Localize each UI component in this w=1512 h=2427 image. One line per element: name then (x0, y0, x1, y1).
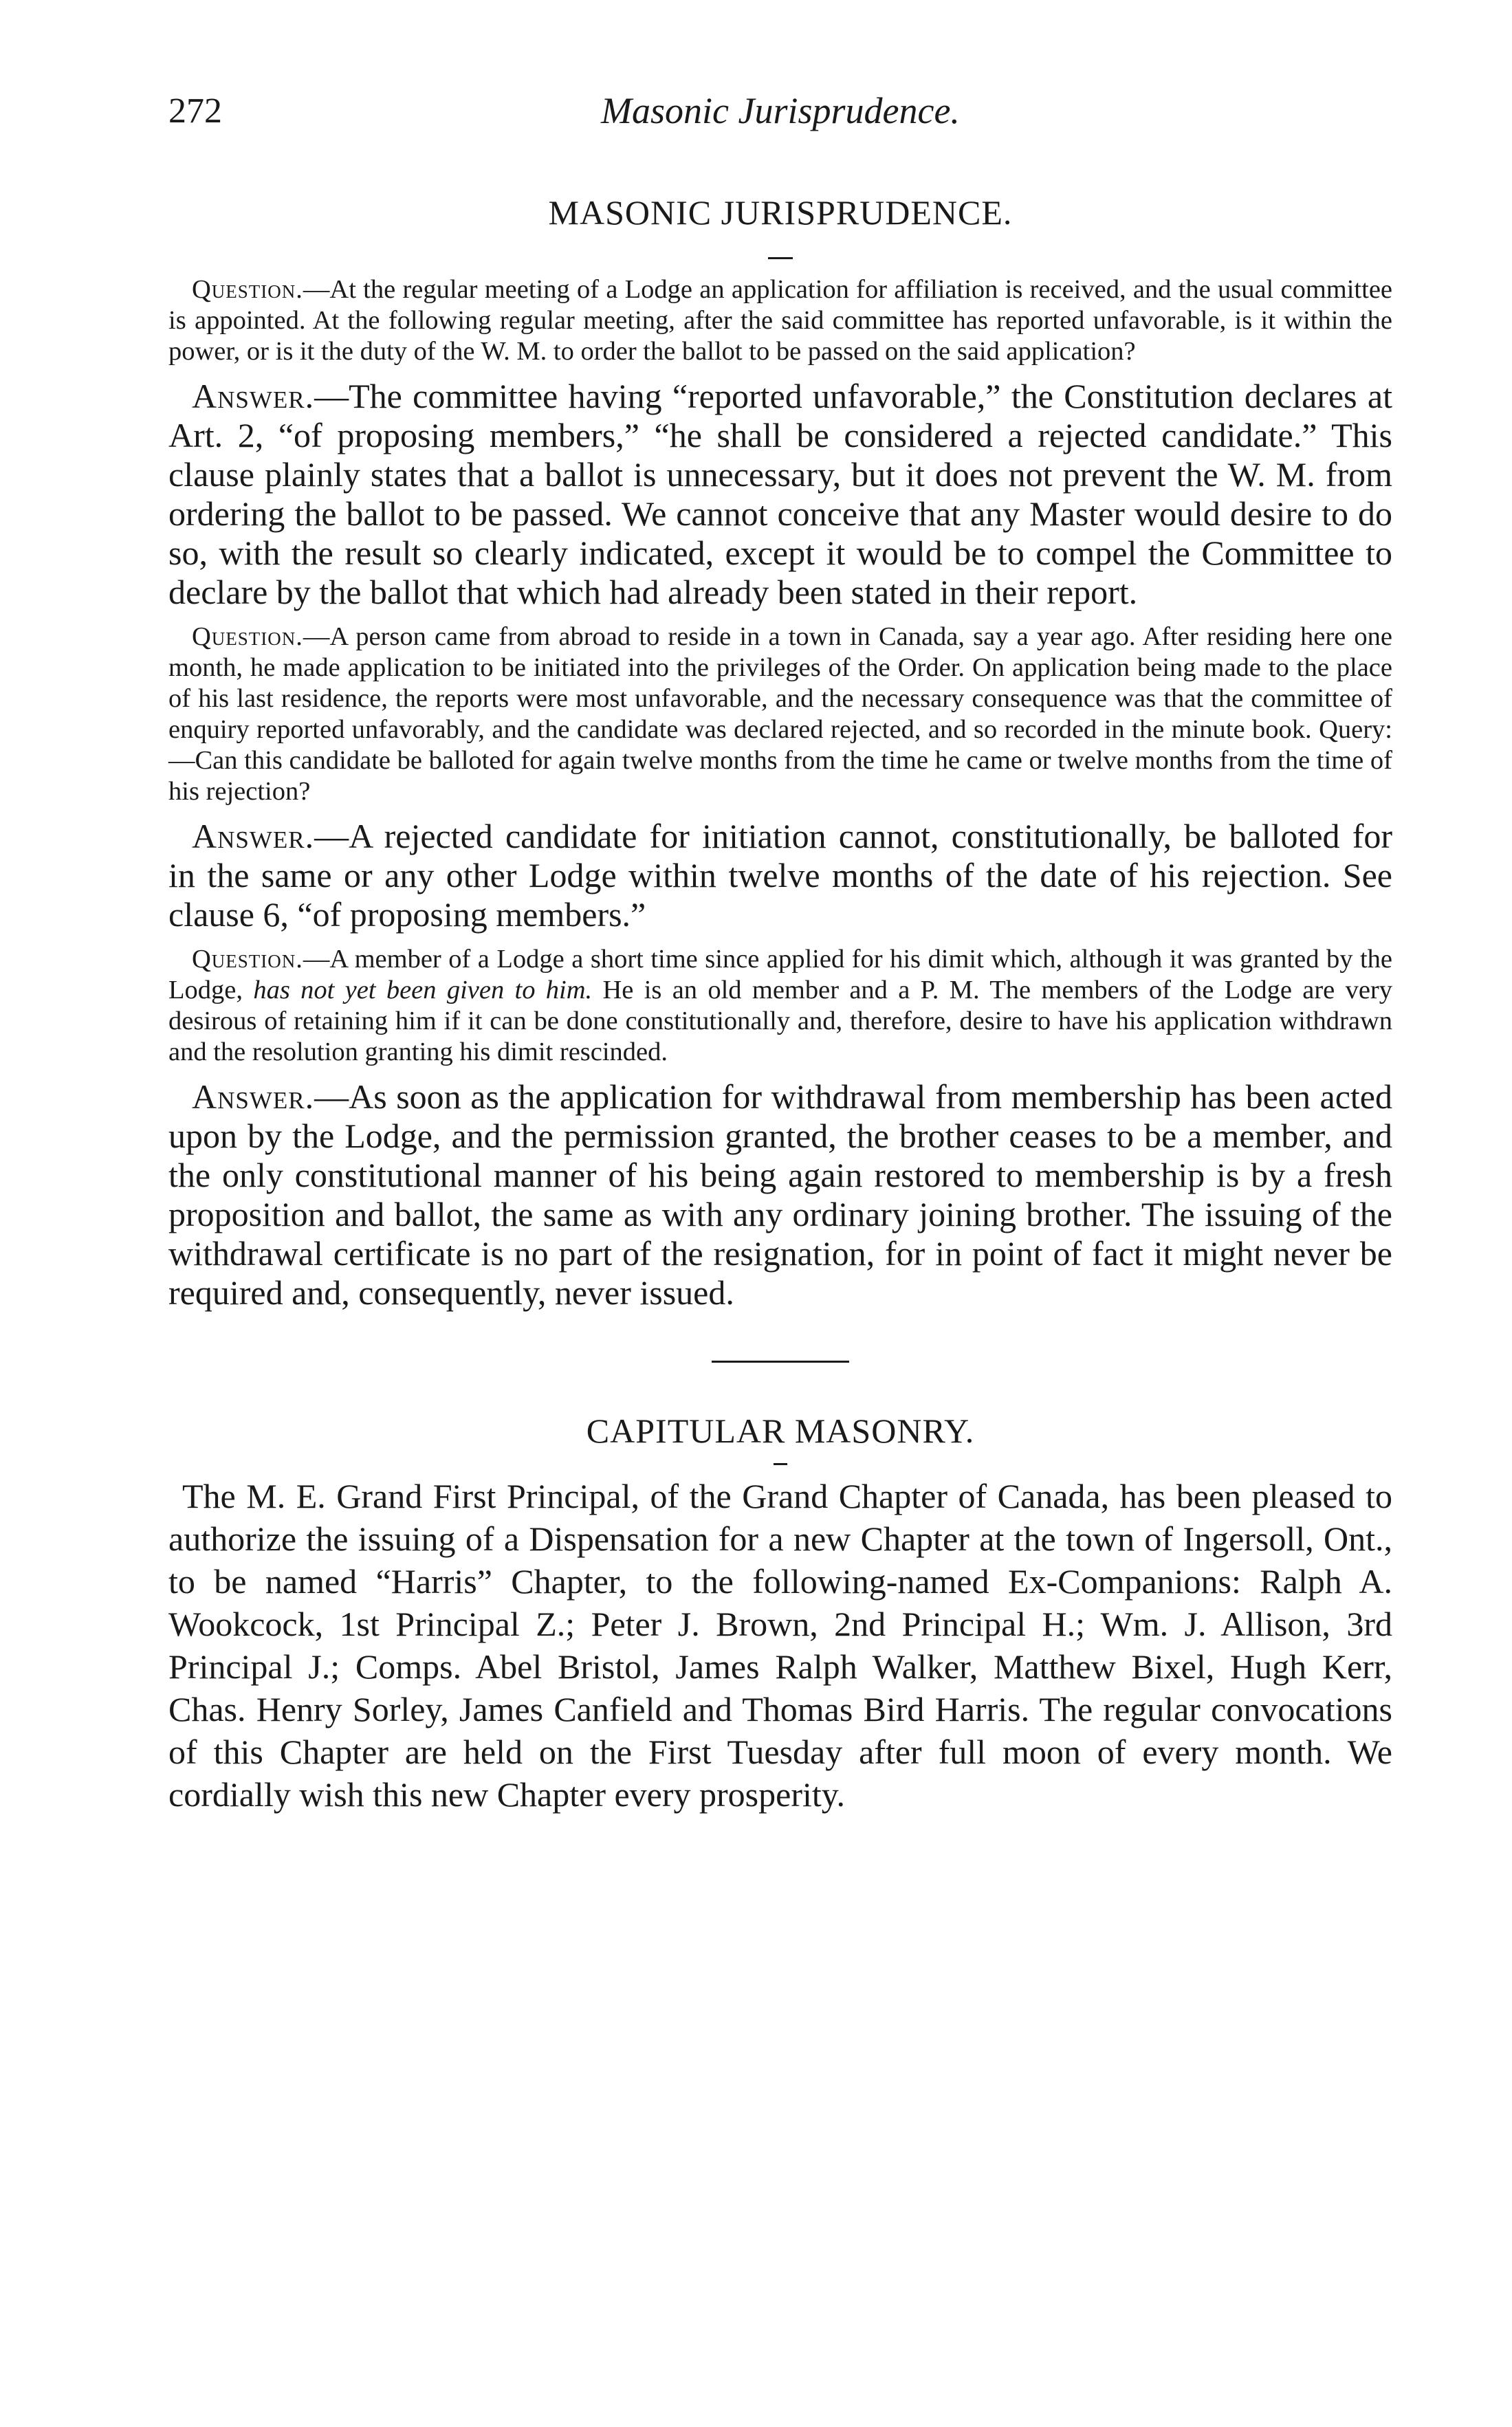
answer-label: Answer. (192, 377, 315, 415)
question-text: —A person came from abroad to reside in a town in Canada, say a year ago. After residing here one month, he made application to be initiated into the privileges of the Order. On application being made to the place of his last residence, the reports were most unfavorable, and the necessary consequence was that the committee of enquiry reported unfavorably, and the candidate was declared rejected, and so recorded in the minute book. Query:—Can this candidate be balloted for again twelve months from the time he came or twelve months from the time of his rejection? (168, 622, 1392, 806)
running-head (168, 83, 1392, 151)
answer-label: Answer. (192, 1077, 315, 1116)
section-divider-rule (712, 1361, 849, 1363)
answer-text: —As soon as the application for withdrawal from membership has been acted upon by the Lodge, and the permission granted, the brother ceases to be a member, and the only constitutional manner of his being again restored to membership is by a fresh proposition and ballot, the same as with any ordinary joining brother. The issuing of the withdrawal certificate is no part of the resignation, for in point of fact it might never be required and, consequently, never issued. (168, 1077, 1392, 1312)
page (168, 83, 1392, 1816)
running-title: Masonic Jurisprudence. (601, 90, 960, 131)
answer-text: —The committee having “reported unfavorable,” the Constitution declares at Art. 2, “of proposing members,” “he shall be considered a rejected candidate.” This clause plainly states that a ballot is unnecessary, but it does not prevent the W. M. from ordering the ballot to be passed. We cannot conceive that any Master would desire to do so, with the result so clearly indicated, except it would be to compel the Committee to declare by the ballot that which had already been stated in their report. (168, 377, 1392, 611)
question-label: Question. (192, 275, 303, 304)
section-title-masonic-jurisprudence: MASONIC JURISPRUDENCE. (548, 193, 1013, 232)
question-label: Question. (192, 945, 303, 974)
question-label: Question. (192, 622, 303, 651)
answer-3 (168, 1077, 1392, 1313)
section-title-capitular-masonry: CAPITULAR MASONRY. (586, 1412, 975, 1450)
answer-1 (168, 377, 1392, 612)
answer-2 (168, 817, 1392, 934)
question-1 (168, 274, 1392, 367)
question-2 (168, 622, 1392, 807)
question-3 (168, 944, 1392, 1068)
title-dash-divider (768, 257, 793, 259)
question-text: —At the regular meeting of a Lodge an application for affiliation is received, and the usual committee is appointed. At the following regular meeting, after the said committee has reported unfavorable, is it within the power, or is it the duty of the W. M. to order the ballot to be passed on the said application? (168, 275, 1392, 366)
page-number: 272 (168, 91, 222, 131)
answer-label: Answer. (192, 817, 315, 855)
title-dash-divider (774, 1463, 787, 1465)
question-text: He is an old member and a P. M. The members of the Lodge are very desirous of retaining him if it can be done constitutionally and, therefore, desire to have his application withdrawn and the resolution granting his dimit rescinded. (168, 976, 1393, 1066)
question-text-italic: has not yet been given to him. (253, 976, 593, 1004)
question-text: —A member of a Lodge a short time since applied for his dimit which, although it was granted by the Lodge, (168, 945, 1392, 1004)
capitular-masonry-paragraph: The M. E. Grand First Principal, of the Grand Chapter of Canada, has been pleased to authorize the issuing of a Dispensation for a new Chapter at the town of Ingersoll, Ont., to be named “Harris” Chapter, to the following-named Ex-Companions: Ralph A. Wookcock, 1st Principal Z.; Peter J. Brown, 2nd Principal H.; Wm. J. Allison, 3rd Principal J.; Comps. Abel Bristol, James Ralph Walker, Matthew Bixel, Hugh Kerr, Chas. Henry Sorley, James Canfield and Thomas Bird Harris. The regular convocations of this Chapter are held on the First Tuesday after full moon of every month. We cordially wish this new Chapter every prosperity. (168, 1477, 1392, 1814)
answer-text: —A rejected candidate for initiation cannot, constitutionally, be balloted for in the same or any other Lodge within twelve months of the date of his rejection. See clause 6, “of proposing members.” (168, 817, 1392, 934)
